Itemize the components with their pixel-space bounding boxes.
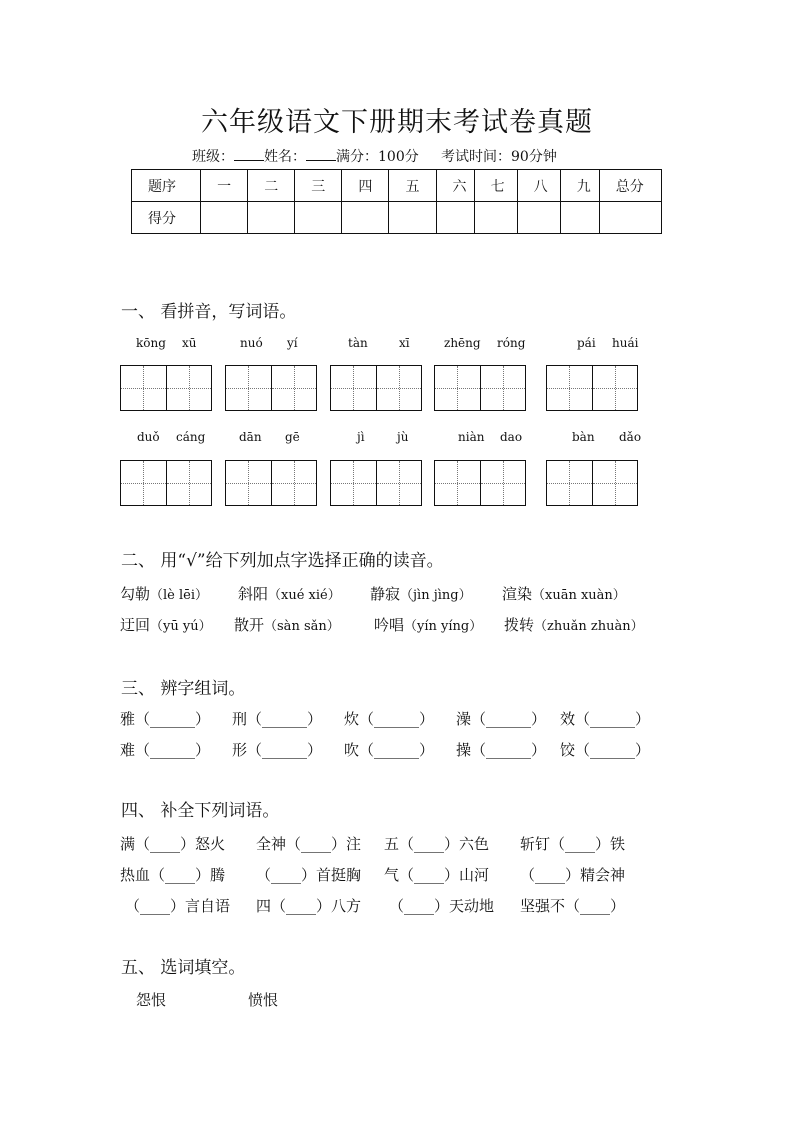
reading-item (374, 614, 482, 635)
idiom-blank-item[interactable]: 四（____）八方 (256, 897, 362, 915)
section-5-title: 五、 选词填空。 (121, 958, 246, 978)
reading-options[interactable]: （jìn jìng） (400, 588, 472, 603)
writing-cell[interactable] (376, 366, 422, 410)
writing-cell[interactable] (121, 461, 166, 505)
reading-item (120, 583, 208, 604)
writing-cell[interactable] (480, 461, 526, 505)
writing-cell[interactable] (271, 461, 317, 505)
page-title: 六年级语文下册期末考试卷真题 (201, 107, 593, 138)
score-header-cell: 题序 (132, 170, 201, 202)
writing-grid[interactable] (120, 460, 212, 506)
word-blank-item[interactable]: 效（______） (560, 710, 651, 728)
pinyin-label: dao (500, 430, 523, 444)
reading-word: 斜阳 (238, 585, 269, 603)
exam-info (192, 146, 557, 166)
reading-word: 静寂 (370, 585, 401, 603)
score-table (131, 169, 662, 234)
writing-cell[interactable] (376, 461, 422, 505)
score-header-cell: 七 (474, 170, 517, 202)
name-label: 姓名： (264, 149, 306, 165)
reading-options[interactable]: （lè lēi） (150, 588, 209, 603)
pinyin-label: gē (285, 430, 300, 444)
idiom-blank-item[interactable]: 斩钉（____）铁 (520, 835, 626, 853)
score-header-cell: 九 (560, 170, 599, 202)
score-cell[interactable] (517, 202, 560, 234)
score-header-cell: 八 (517, 170, 560, 202)
idiom-blank-item[interactable]: （____）精会神 (520, 866, 626, 884)
reading-item (234, 614, 340, 635)
score-cell[interactable] (201, 202, 248, 234)
score-value-row (132, 202, 662, 234)
score-cell[interactable] (474, 202, 517, 234)
reading-word: 勾勒 (120, 585, 151, 603)
pinyin-label: duǒ (137, 430, 160, 444)
idiom-blank-item[interactable]: 五（____）六色 (384, 835, 490, 853)
word-blank-item[interactable]: 形（______） (232, 741, 323, 759)
idiom-blank-item[interactable]: 坚强不（____） (520, 897, 626, 915)
pinyin-label: yí (287, 336, 298, 350)
reading-word: 散开 (234, 616, 265, 634)
writing-grid[interactable] (330, 365, 422, 411)
reading-word: 迂回 (120, 616, 151, 634)
writing-cell[interactable] (226, 366, 271, 410)
reading-item (502, 583, 626, 604)
section-4-title: 四、 补全下列词语。 (121, 801, 280, 821)
score-cell[interactable] (295, 202, 342, 234)
writing-cell[interactable] (435, 461, 480, 505)
reading-item (370, 583, 472, 604)
word-blank-item[interactable]: 操（______） (456, 741, 547, 759)
idiom-blank-item[interactable]: 全神（____）注 (256, 835, 362, 853)
word-choice: 愤恨 (248, 991, 279, 1009)
pinyin-label: kōng (136, 336, 166, 350)
reading-options[interactable]: （xuān xuàn） (532, 588, 626, 603)
pinyin-label: jù (397, 430, 409, 444)
pinyin-label: jì (357, 430, 365, 444)
pinyin-label: bàn (572, 430, 595, 444)
writing-cell[interactable] (547, 461, 592, 505)
name-blank[interactable] (306, 148, 336, 161)
writing-grid[interactable] (434, 460, 526, 506)
writing-cell[interactable] (480, 366, 526, 410)
pinyin-label: xī (399, 336, 410, 350)
word-blank-item[interactable]: 难（______） (120, 741, 211, 759)
idiom-blank-item[interactable]: 满（____）怒火 (120, 835, 226, 853)
score-cell[interactable] (248, 202, 295, 234)
score-header-cell: 三 (295, 170, 342, 202)
writing-cell[interactable] (331, 366, 376, 410)
section-1-title: 一、 看拼音，写词语。 (121, 302, 297, 322)
score-header-cell: 一 (201, 170, 248, 202)
writing-cell[interactable] (271, 366, 317, 410)
writing-cell[interactable] (121, 366, 166, 410)
exam-time: 考试时间：90分钟 (441, 149, 557, 165)
pinyin-label: cáng (176, 430, 206, 444)
word-blank-item[interactable]: 雅（______） (120, 710, 211, 728)
score-cell[interactable] (389, 202, 436, 234)
writing-cell[interactable] (166, 366, 212, 410)
reading-word: 渲染 (502, 585, 533, 603)
idiom-blank-item[interactable]: （____）言自语 (125, 897, 231, 915)
pinyin-label: xū (182, 336, 197, 350)
reading-item (120, 614, 212, 635)
pinyin-label: huái (612, 336, 639, 350)
full-score: 满分：100分 (336, 149, 419, 165)
pinyin-label: nuó (240, 336, 263, 350)
reading-word: 拨转 (504, 616, 535, 634)
writing-grid[interactable] (225, 365, 317, 411)
writing-grid[interactable] (546, 460, 638, 506)
writing-grid[interactable] (225, 460, 317, 506)
reading-options[interactable]: （sàn sǎn） (264, 619, 340, 634)
writing-cell[interactable] (592, 461, 638, 505)
idiom-blank-item[interactable]: （____）天动地 (389, 897, 495, 915)
score-header-cell: 六 (436, 170, 474, 202)
writing-grid[interactable] (434, 365, 526, 411)
word-choice: 怨恨 (136, 991, 167, 1009)
word-blank-item[interactable]: 炊（______） (344, 710, 435, 728)
pinyin-label: róng (497, 336, 526, 350)
idiom-blank-item[interactable]: 热血（____）腾 (120, 866, 226, 884)
section-2-title: 二、 用“√”给下列加点字选择正确的读音。 (121, 551, 444, 571)
score-row-label: 得分 (132, 202, 201, 234)
score-header-cell: 总分 (599, 170, 661, 202)
score-header-cell: 五 (389, 170, 436, 202)
writing-cell[interactable] (166, 461, 212, 505)
score-header-cell: 四 (342, 170, 389, 202)
idiom-blank-item[interactable]: （____）首挺胸 (256, 866, 362, 884)
word-blank-item[interactable]: 吹（______） (344, 741, 435, 759)
writing-cell[interactable] (226, 461, 271, 505)
reading-options[interactable]: （yū yú） (150, 619, 212, 634)
reading-item (504, 614, 644, 635)
word-blank-item[interactable]: 刑（______） (232, 710, 323, 728)
score-header-cell: 二 (248, 170, 295, 202)
pinyin-label: dǎo (619, 430, 642, 444)
word-blank-item[interactable]: 澡（______） (456, 710, 547, 728)
writing-grid[interactable] (330, 460, 422, 506)
writing-cell[interactable] (435, 366, 480, 410)
pinyin-label: niàn (458, 430, 485, 444)
word-blank-item[interactable]: 饺（______） (560, 741, 651, 759)
score-cell[interactable] (599, 202, 661, 234)
pinyin-label: zhēng (444, 336, 481, 350)
writing-cell[interactable] (592, 366, 638, 410)
reading-options[interactable]: （xué xié） (268, 588, 341, 603)
score-cell[interactable] (436, 202, 474, 234)
writing-cell[interactable] (331, 461, 376, 505)
section-3-title: 三、 辨字组词。 (121, 679, 246, 699)
score-cell[interactable] (560, 202, 599, 234)
writing-grid[interactable] (546, 365, 638, 411)
score-cell[interactable] (342, 202, 389, 234)
reading-options[interactable]: （zhuǎn zhuàn） (534, 619, 644, 634)
reading-options[interactable]: （yín yíng） (404, 619, 483, 634)
idiom-blank-item[interactable]: 气（____）山河 (384, 866, 490, 884)
class-blank[interactable] (234, 148, 264, 161)
pinyin-label: pái (577, 336, 596, 350)
writing-cell[interactable] (547, 366, 592, 410)
pinyin-label: tàn (348, 336, 368, 350)
score-header-row (132, 170, 662, 202)
reading-item (238, 583, 341, 604)
pinyin-label: dān (239, 430, 262, 444)
writing-grid[interactable] (120, 365, 212, 411)
class-label: 班级： (192, 149, 234, 165)
reading-word: 吟唱 (374, 616, 405, 634)
